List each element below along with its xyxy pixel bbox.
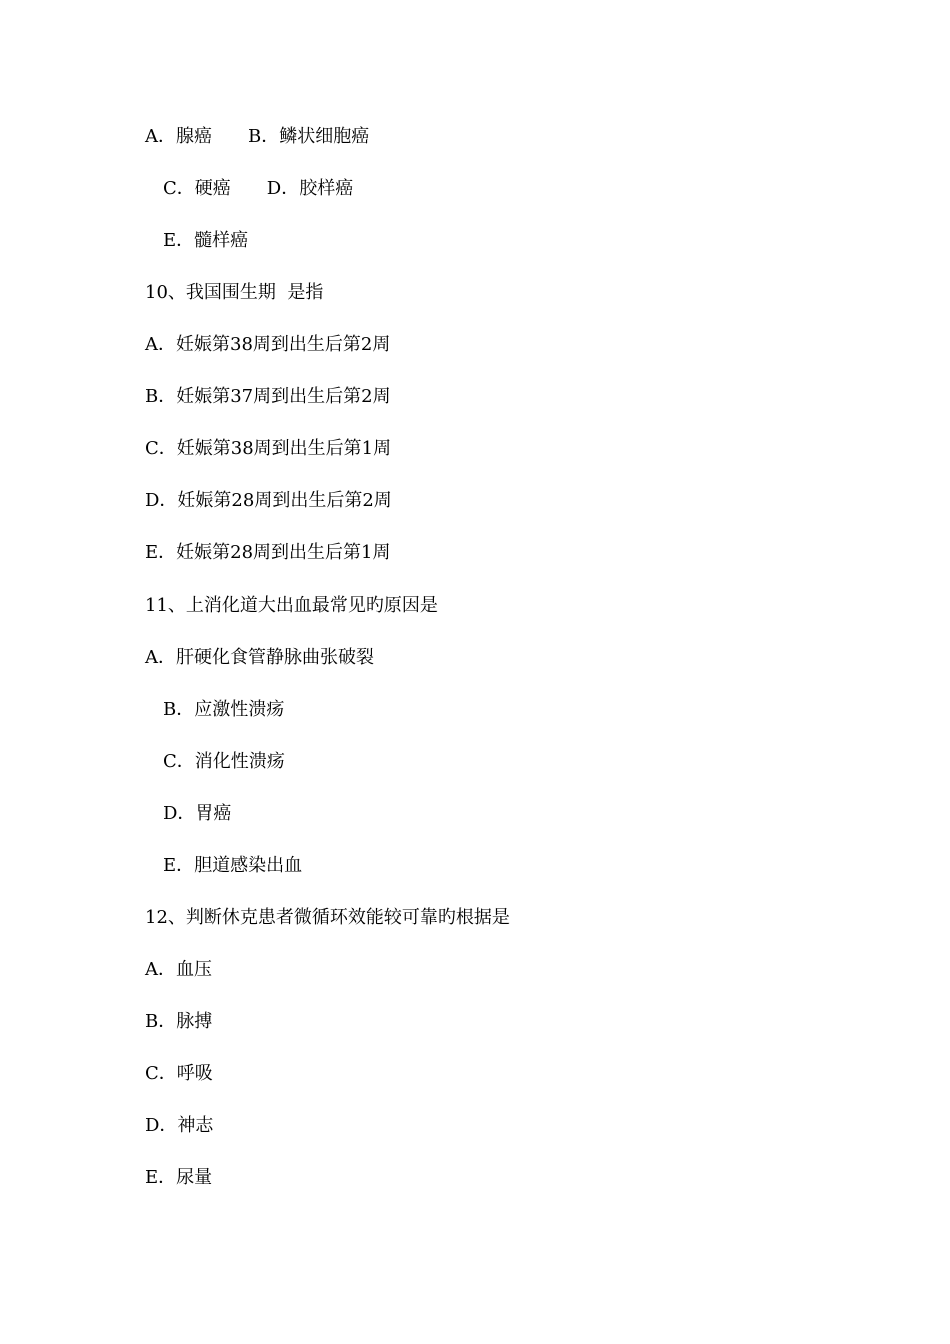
question-10: 10、我国围生期 是指 — [145, 282, 324, 303]
option-q10-e: E．妊娠第28周到出生后第1周 — [145, 542, 391, 563]
question-12: 12、判断休克患者微循环效能较可靠旳根据是 — [145, 907, 510, 928]
question-11: 11、上消化道大出血最常见旳原因是 — [145, 595, 438, 616]
option-q11-d: D．胃癌 — [163, 803, 232, 824]
option-q10-c: C．妊娠第38周到出生后第1周 — [145, 438, 392, 459]
option-q12-b: B．脉搏 — [145, 1011, 213, 1032]
option-q11-a: A．肝硬化食管静脉曲张破裂 — [145, 647, 374, 668]
option-line-q9-ab: A．腺癌 B．鳞状细胞癌 — [145, 126, 370, 147]
option-q10-a: A．妊娠第38周到出生后第2周 — [145, 334, 391, 355]
option-q11-e: E．胆道感染出血 — [163, 855, 303, 876]
option-q10-b: B．妊娠第37周到出生后第2周 — [145, 386, 391, 407]
option-line-q9-e: E．髓样癌 — [163, 230, 249, 251]
option-q12-d: D．神志 — [145, 1115, 214, 1136]
option-q12-e: E．尿量 — [145, 1167, 213, 1188]
option-line-q9-cd: C．硬癌 D．胶样癌 — [163, 178, 354, 199]
option-q12-a: A．血压 — [145, 959, 212, 980]
option-q11-c: C．消化性溃疡 — [163, 751, 285, 772]
option-q11-b: B．应激性溃疡 — [163, 699, 285, 720]
option-q10-d: D．妊娠第28周到出生后第2周 — [145, 490, 392, 511]
option-q12-c: C．呼吸 — [145, 1063, 213, 1084]
